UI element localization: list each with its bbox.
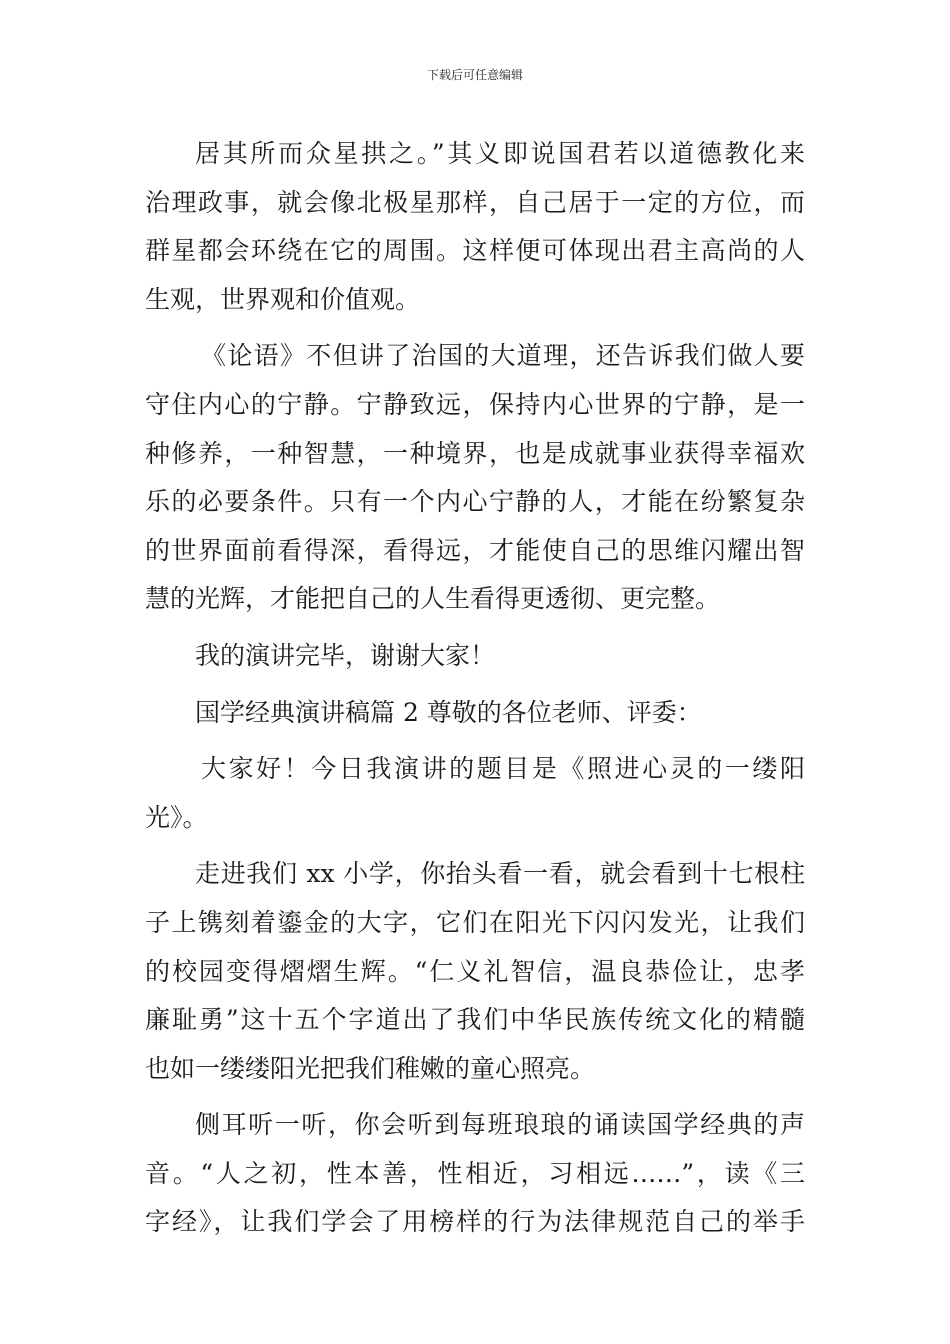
text-line: 大家好！今日我演讲的题目是《照进心灵的一缕阳 — [201, 754, 805, 784]
paragraph — [145, 689, 805, 738]
document-body — [145, 130, 805, 1247]
paragraph — [145, 632, 805, 681]
text-line: 也如一缕缕阳光把我们稚嫩的童心照亮。 — [145, 1053, 596, 1083]
text-line: 慧的光辉，才能把自己的人生看得更透彻、更完整。 — [145, 584, 721, 614]
paragraph — [145, 332, 805, 624]
text-line: 守住内心的宁静。宁静致远，保持内心世界的宁静，是一 — [145, 389, 805, 419]
text-line: 种修养，一种智慧，一种境界，也是成就事业获得幸福欢 — [145, 438, 805, 468]
text-line: 的世界面前看得深，看得远，才能使自己的思维闪耀出智 — [145, 535, 805, 565]
page-header: 下载后可任意编辑 — [426, 68, 523, 82]
text-line: 《论语》不但讲了治国的大道理，还告诉我们做人要 — [201, 341, 805, 371]
text-line: 治理政事，就会像北极星那样，自己居于一定的方位，而 — [145, 187, 805, 217]
text-line: 子上镌刻着鎏金的大字，它们在阳光下闪闪发光，让我们 — [145, 907, 805, 937]
paragraph — [145, 130, 805, 324]
text-line: 的校园变得熠熠生辉。“仁义礼智信，温良恭俭让，忠孝 — [145, 956, 805, 986]
text-line: 侧耳听一听，你会听到每班琅琅的诵读国学经典的声 — [195, 1110, 805, 1140]
text-line: 音。“人之初，性本善，性相近，习相远……”，读《三 — [145, 1158, 805, 1188]
text-line: 走进我们 xx 小学，你抬头看一看，就会看到十七根柱 — [195, 859, 805, 889]
text-line: 国学经典演讲稿篇 2 尊敬的各位老师、评委： — [195, 697, 702, 727]
paragraph — [145, 745, 805, 842]
text-line: 居其所而众星拱之。”其义即说国君若以道德教化来 — [195, 139, 805, 168]
text-line: 廉耻勇”这十五个字道出了我们中华民族传统文化的精髓 — [145, 1005, 805, 1035]
paragraph — [145, 1101, 805, 1247]
text-line: 群星都会环绕在它的周围。这样便可体现出君主高尚的人 — [145, 236, 805, 266]
text-line: 生观，世界观和价值观。 — [145, 284, 421, 314]
text-line: 字经》，让我们学会了用榜样的行为法律规范自己的举手 — [145, 1207, 805, 1237]
text-line: 光》。 — [145, 802, 208, 832]
text-line: 我的演讲完毕，谢谢大家！ — [195, 640, 496, 670]
paragraph — [145, 850, 805, 1093]
text-line: 乐的必要条件。只有一个内心宁静的人，才能在纷繁复杂 — [145, 487, 805, 517]
